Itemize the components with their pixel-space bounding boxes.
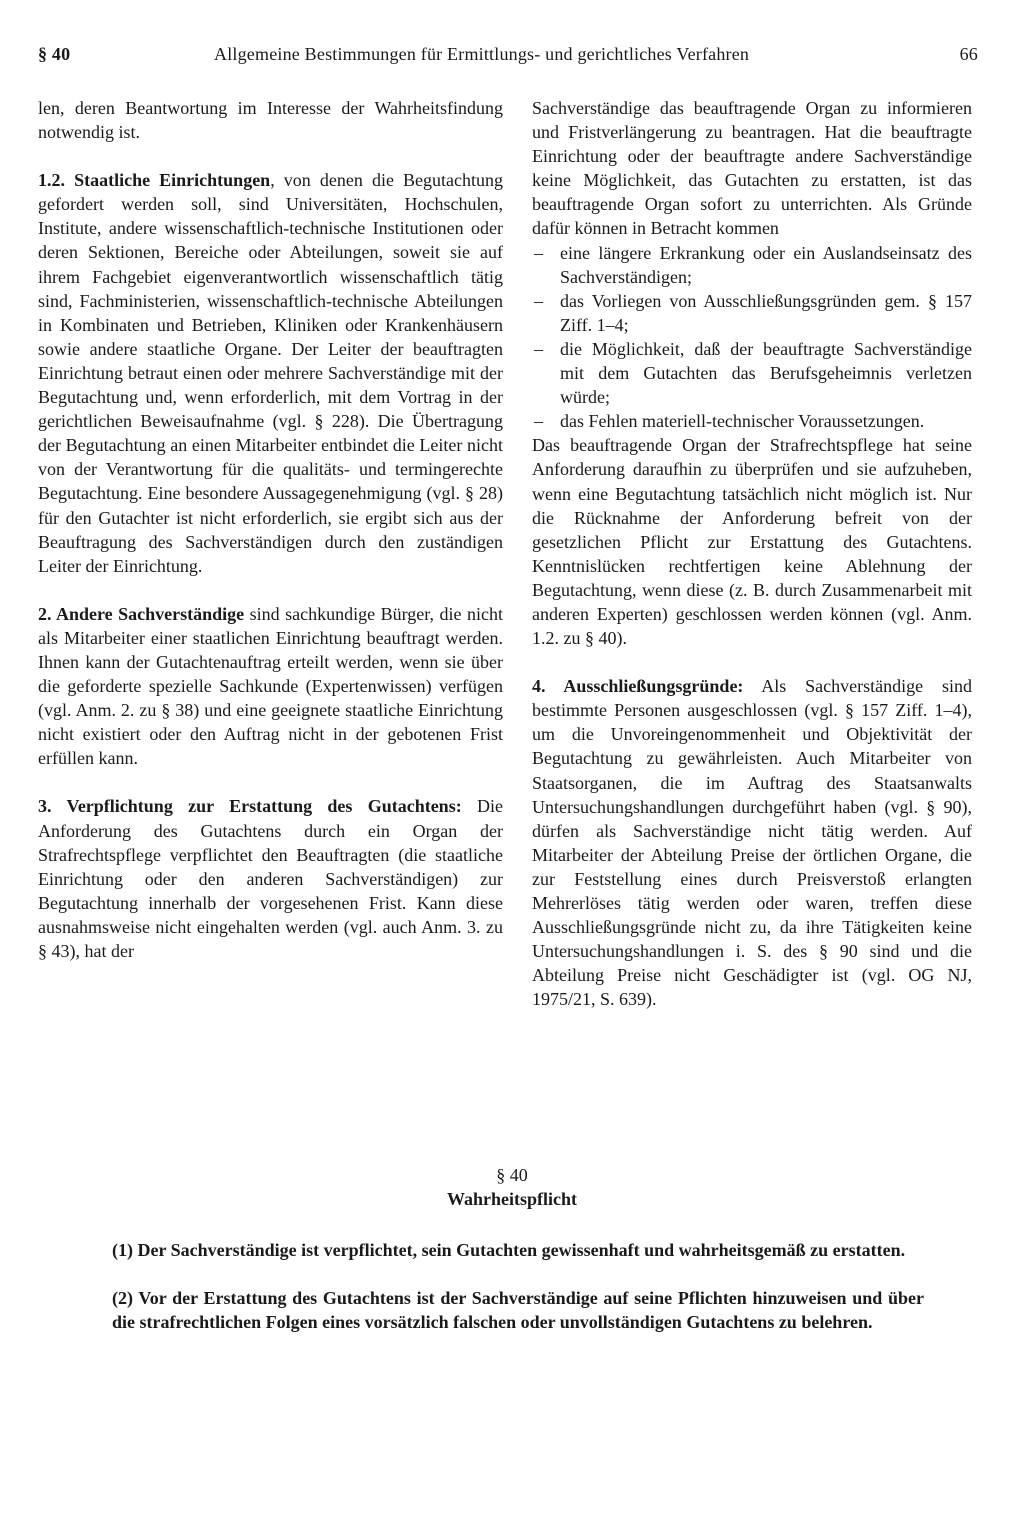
paragraph-2-label: 2. Andere Sachverständige xyxy=(38,603,245,624)
law-paragraph-1: (1) Der Sachverständige ist verpflichtet, sein Gutachten gewissenhaft und wahrheitsgemäß zu erstatten. xyxy=(112,1240,906,1260)
law-paragraph-2: (2) Vor der Erstattung des Gutachtens ist der Sachverständige auf seine Pflichten hinzuweisen und über die strafrechtlichen Folgen eines vorsätzlich falschen oder unvollständigen Gutachtens zu belehren. xyxy=(112,1288,924,1333)
paragraph-continuation: len, deren Beantwortung im Interesse der Wahrheitsfindung notwendig ist. xyxy=(38,98,503,143)
page-number: 66 xyxy=(959,44,978,64)
paragraph-after-list: Das beauftragende Organ der Strafrechtspflege hat seine Anforderung daraufhin zu überprüfen und sie aufzuheben, wenn eine Begutachtung tatsächlich nicht möglich ist. Nur die Rücknahme der Anforderung befreit von der gesetzlichen Pflicht zur Erstattung des Gutachtens. Kenntnislücken rechtfertigen keine Ablehnung der Begutachtung, wenn diese (z. B. durch Zusammenarbeit mit anderen Experten) geschlossen werden können (vgl. Anm. 1.2. zu § 40). xyxy=(532,435,972,649)
paragraph-2-text: sind sachkundige Bürger, die nicht als Mitarbeiter einer staatlichen Einrichtung beauftragt werden. Ihnen kann der Gutachtenauftrag erteilt werden, wenn sie über die geforderte spezielle Sachkunde (Expertenwissen) verfügen (vgl. Anm. 2. zu § 38) und eine geeignete staatliche Einrichtung nicht existiert oder den Auftrag nicht in der gebotenen Frist erfüllen kann. xyxy=(38,603,503,769)
paragraph-4-text: Als Sachverständige sind bestimmte Personen ausgeschlossen (vgl. § 157 Ziff. 1–4), um die Unvoreingenommenheit und Objektivität der Begutachtung zu gewährleisten. Auch Mitarbeiter von Staatsorganen, die im Auftrag des Staatsanwalts Untersuchungshandlungen durchgeführt haben (vgl. § 90), dürfen als Sachverständige nicht tätig werden. Auf Mitarbeiter der Abteilung Preise der örtlichen Organe, die zur Feststellung eines durch Preisverstoß erlangten Mehrerlöses tätig werden oder waren, treffen diese Ausschließungsgründe nicht zu, da ihre Tätigkeiten keine Untersuchungshandlungen i. S. des § 90 sind und die Abteilung Preise nicht Geschädigter ist (vgl. OG NJ, 1975/21, S. 639). xyxy=(532,676,973,1010)
paragraph-1-2 xyxy=(38,168,503,578)
paragraph-1-2-label: 1.2. Staatliche Einrichtungen xyxy=(38,170,271,191)
left-column xyxy=(38,96,503,963)
paragraph-4-label: 4. Ausschließungsgründe: xyxy=(532,676,744,697)
section-number: § 40 xyxy=(496,1165,528,1185)
paragraph-3 xyxy=(38,794,503,963)
paragraph-continuation-right: Sachverständige das beauftragende Organ zu informieren und Fristverlängerung zu beantragen. Hat die beauftragte Einrichtung oder der beauftragte andere Sachverständige keine Möglichkeit, das Gutachten zu erstatten, ist das beauftragende Organ sofort zu unterrichten. Als Gründe dafür können in Betracht kommen xyxy=(532,98,972,239)
reasons-list xyxy=(532,241,972,434)
paragraph-3-text: Die Anforderung des Gutachtens durch ein Organ der Strafrechtspflege verpflichtet den Beauftragten (die staatliche Einrichtung oder den anderen Sachverständigen) zur Begutachtung innerhalb der vorgesehenen Frist. Kann diese ausnahmsweise nicht eingehalten werden (vgl. auch Anm. 3. zu § 43), hat der xyxy=(38,796,503,961)
list-item: – eine längere Erkrankung oder ein Auslandseinsatz des Sachverständigen; xyxy=(532,241,972,289)
header-section-number: § 40 xyxy=(38,44,71,64)
running-header xyxy=(38,44,978,74)
paragraph-1-2-text: , von denen die Begutachtung gefordert werden soll, sind Universitäten, Hochschulen, Institute, andere wissenschaftlich-technische Institutionen oder deren Sektionen, Bereiche oder Abteilungen, soweit sie auf ihrem Fachgebiet eigenverantwortlich wissenschaftlich tätig sind, Fachministerien, wissenschaftlich-technische Abteilungen in Kombinaten und Betrieben, Kliniken oder Krankenhäusern sowie andere staatliche Organe. Der Leiter der beauftragten Einrichtung betraut einen oder mehrere Sachverständige mit der Begutachtung und, wenn erforderlich, mit dem Vortrag in der gerichtlichen Beweisaufnahme (vgl. § 228). Die Übertragung der Begutachtung an einen Mitarbeiter entbindet die Leiter nicht von der Verantwortung für die qualitäts- und termingerechte Begutachtung. Eine besondere Aussagegenehmigung (vgl. § 28) für den Gutachter ist nicht erforderlich, sie ergibt sich aus der Beauftragung des Sachverständigen durch den zuständigen Leiter der Einrichtung. xyxy=(38,170,504,576)
list-item: – das Vorliegen von Ausschließungsgründen gem. § 157 Ziff. 1–4; xyxy=(532,289,972,337)
list-item: – die Möglichkeit, daß der beauftragte Sachverständige mit dem Gutachten das Berufsgeheimnis verletzen würde; xyxy=(532,337,972,409)
paragraph-4 xyxy=(532,674,972,1011)
paragraph-2 xyxy=(38,602,503,771)
list-item: – das Fehlen materiell-technischer Voraussetzungen. xyxy=(532,409,972,433)
paragraph-3-label: 3. Verpflichtung zur Erstattung des Gutachtens: xyxy=(38,796,462,817)
section-title: Wahrheitspflicht xyxy=(446,1189,577,1209)
right-column xyxy=(532,96,972,1011)
header-title: Allgemeine Bestimmungen für Ermittlungs- und gerichtliches Verfahren xyxy=(214,44,750,64)
